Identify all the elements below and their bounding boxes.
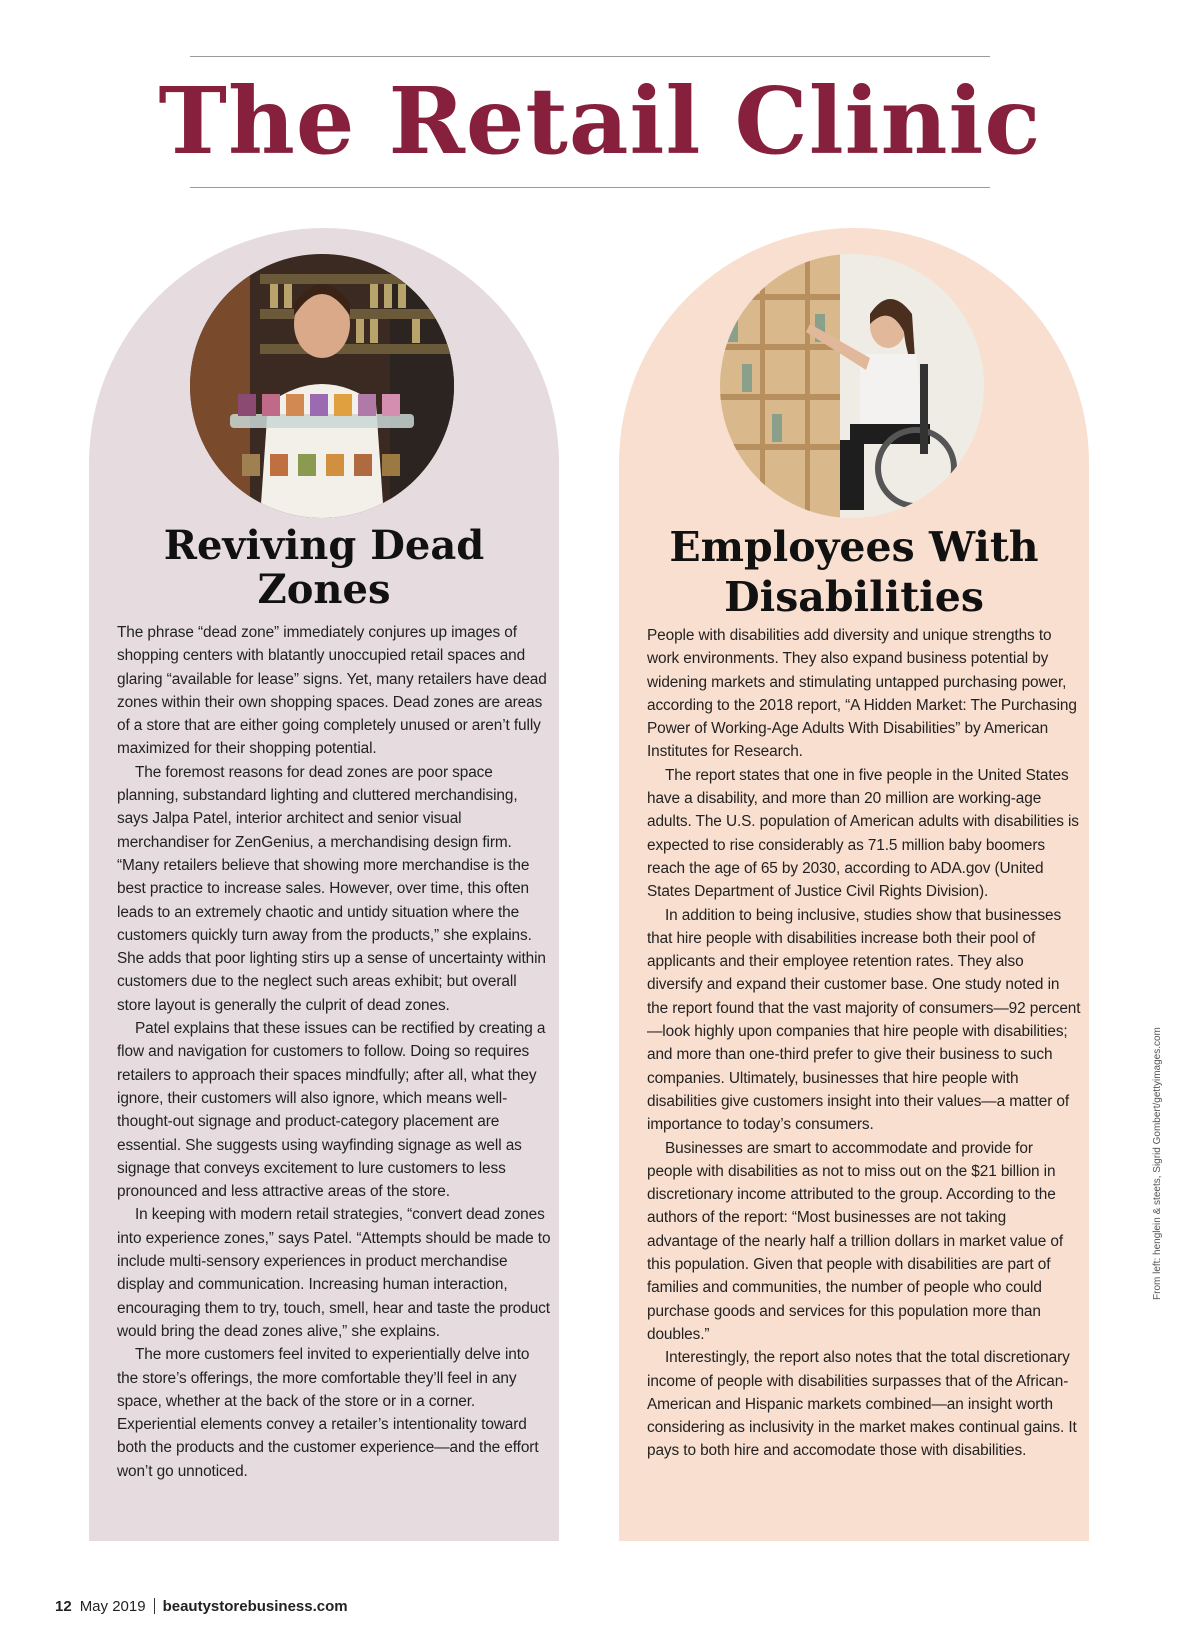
article-panel-dead-zones	[89, 228, 559, 1541]
article-paragraph: The more customers feel invited to experientially delve into the store’s offerings, the more comfortable they’ll feel in any space, whether at the back of the store or in a corner. Experiential elements convey a retailer’s intentionality toward both the products and the customer experience—and the effort won’t go unnoticed.	[117, 1346, 539, 1480]
article-panel-disabilities	[619, 228, 1089, 1541]
article-paragraph: Businesses are smart to accommodate and provide for people with disabilities as not to miss out on the $21 billion in discretionary income attributed to the group. According to the authors of the report: “Most businesses are not taking advantage of the nearly half a trillion dollars in market value of this population. Given that people with disabilities are part of families and communities, the number of people who could purchase goods and services for this population more than doubles.”	[647, 1139, 1064, 1343]
page-footer	[55, 1598, 348, 1615]
masthead-rule-top	[190, 56, 990, 57]
footer-divider	[154, 1598, 155, 1614]
article-paragraph: Patel explains that these issues can be rectified by creating a flow and navigation for customers to follow. Doing so requires retailers to approach their spaces mindfully; after all, what they ignore, their customers will also ignore, which means well-thought-out signage and product-category placement are essential. She suggests using wayfinding signage as well as signage that conveys excitement to lure customers to less pronounced and less attractive areas of the store.	[117, 1020, 546, 1201]
photo-woman-at-store-counter	[190, 254, 454, 518]
article-paragraph: In addition to being inclusive, studies show that businesses that hire people with disabilities increase both their pool of applicants and their employee retention rates. They also diversify and expand their customer base. One study noted in the report found that the vast majority of consumers—92 percent—look highly upon companies that hire people with disabilities; and more than one-third prefer to give their business to such companies. Ultimately, businesses that hire people with disabilities give customers insight into their values—a matter of importance to today’s consumers.	[647, 906, 1081, 1134]
article-headline: Employees With Disabilities	[669, 523, 1039, 621]
article-body	[647, 624, 1081, 1463]
issue-date: May 2019	[79, 1598, 146, 1615]
website-url: beautystorebusiness.com	[162, 1598, 348, 1615]
masthead-title: The Retail Clinic	[158, 67, 1042, 175]
photo-woman-in-wheelchair-at-shelves	[720, 254, 984, 518]
masthead-rule-bottom	[190, 187, 990, 188]
article-paragraph: The phrase “dead zone” immediately conjures up images of shopping centers with blatantly unoccupied retail spaces and glaring “available for lease” signs. Yet, many retailers have dead zones within their own shopping spaces. Dead zones are areas of a store that are either going completely unused or aren’t fully maximized for their shopping potential.	[117, 624, 547, 758]
article-paragraph: Interestingly, the report also notes that the total discretionary income of people with disabilities surpasses that of the African-American and Hispanic markets combined—an insight worth considering as inclusivity in the market makes continual gains. It pays to both hire and accomodate those with disabilities.	[647, 1349, 1077, 1460]
article-paragraph: In keeping with modern retail strategies, “convert dead zones into experience zones,” says Patel. “Attempts should be made to include multi-sensory experiences in product merchandise display and communication. Increasing human interaction, encouraging them to try, touch, smell, hear and taste the product would bring the dead zones alive,” she explains.	[117, 1206, 551, 1340]
page-number: 12	[55, 1598, 72, 1615]
article-paragraph: The report states that one in five people in the United States have a disability, and more than 20 million are working-age adults. The U.S. population of American adults with disabilities is expected to rise considerably as 71.5 million baby boomers reach the age of 65 by 2030, according to ADA.gov (United States Department of Justice Civil Rights Division).	[647, 766, 1079, 901]
article-body	[117, 621, 551, 1483]
store-photo-illustration	[190, 254, 454, 518]
wheelchair-photo-illustration	[720, 254, 984, 518]
article-headline: Reviving Dead Zones	[163, 522, 485, 613]
photo-credit: From left: henglein & steets, Sigrid Gombert/gettyimages.com	[1152, 1027, 1163, 1300]
article-paragraph: The foremost reasons for dead zones are poor space planning, substandard lighting and cluttered merchandising, says Jalpa Patel, interior architect and senior visual merchandiser for ZenGenius, a merchandising design firm. “Many retailers believe that showing more merchandise is the best practice to increase sales. However, over time, this often leads to an extremely chaotic and untidy situation where the customers quickly turn away from the products,” she explains. She adds that poor lighting stirs up a sense of uncertainty within customers due to the neglect such areas exhibit; but overall store layout is generally the culprit of dead zones.	[117, 763, 546, 1014]
article-paragraph: People with disabilities add diversity and unique strengths to work environments. They also expand business potential by widening markets and stimulating untapped purchasing power, according to the 2018 report, “A Hidden Market: The Purchasing Power of Working-Age Adults With Disabilities” by American Institutes for Research.	[647, 627, 1077, 761]
